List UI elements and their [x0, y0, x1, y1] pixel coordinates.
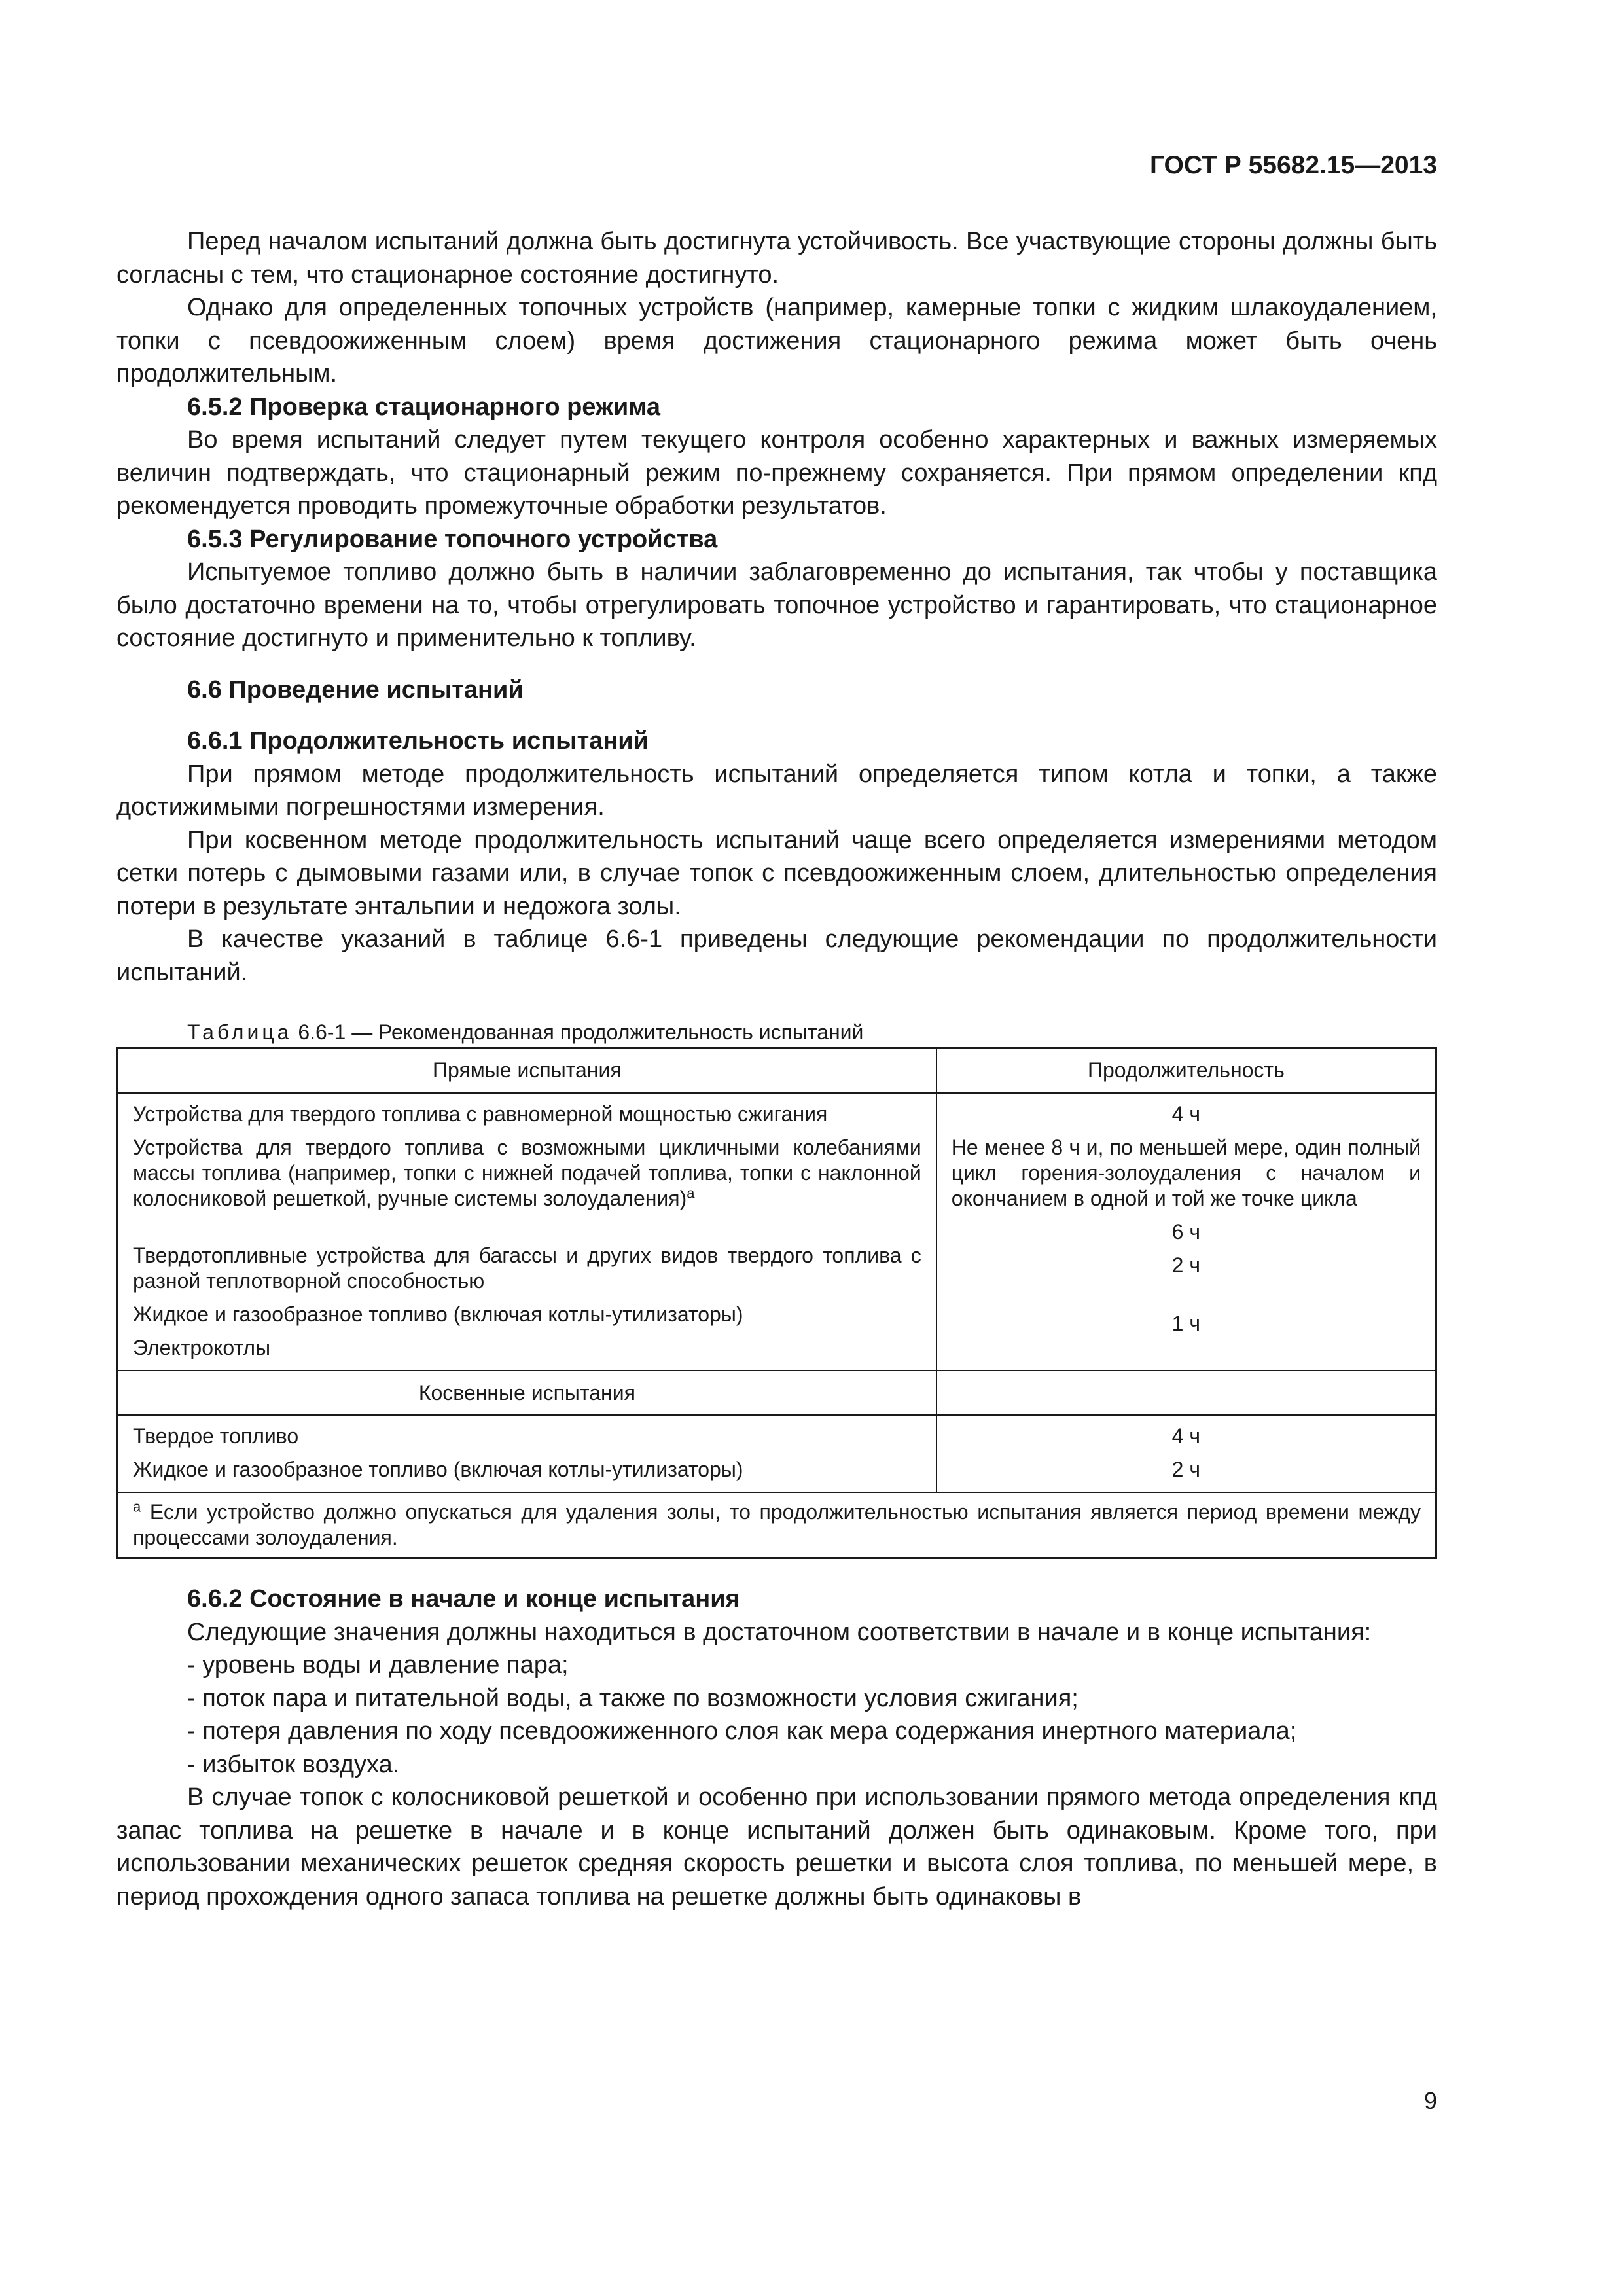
column-header-duration: Продолжительность: [936, 1048, 1436, 1093]
duration-value: 4 ч: [1171, 1102, 1201, 1126]
table-footnote-row: [118, 1492, 1436, 1558]
paragraph-6-6-1-direct: При прямом методе продолжительность испытаний определяется типом котла и топки, а также достижимыми погрешностями измерения.: [116, 760, 1437, 821]
table-subheader-row: [118, 1371, 1436, 1415]
section-heading-6-6: 6.6 Проведение испытаний: [187, 675, 524, 704]
paragraph-furnace-note: Однако для определенных топочных устройств (например, камерные топки с жидким шлакоудалением, топки с псевдоожиженным слоем) время достижения стационарного режима может быть очень продолжительным.: [116, 294, 1437, 387]
indirect-durations-cell: [936, 1415, 1436, 1492]
table-row-label: Твердотопливные устройства для багассы и других видов твердого топлива с разной теплотворной способностью: [133, 1244, 921, 1293]
list-item: - уровень воды и давление пара;: [187, 1651, 569, 1679]
document-body: [116, 225, 1437, 1913]
column-header-indirect: Косвенные испытания: [118, 1371, 936, 1415]
table-row-indirect: [118, 1415, 1436, 1492]
table-caption-label: Таблица: [187, 1020, 293, 1044]
column-header-direct: Прямые испытания: [118, 1048, 936, 1093]
duration-value: 2 ч: [1171, 1253, 1201, 1277]
footnote-mark: a: [133, 1498, 141, 1515]
standard-header: ГОСТ Р 55682.15—2013: [1149, 151, 1437, 179]
paragraph-6-6-1-indirect: При косвенном методе продолжительность испытаний чаще всего определяется измерениями методом сетки потерь с дымовыми газами или, в случае топок с псевдоожиженным слоем, длительностью определения потери в результате энтальпии и недожога золы.: [116, 826, 1437, 920]
list-item: - избыток воздуха.: [187, 1750, 400, 1778]
paragraph-6-6-2-grate: В случае топок с колосниковой решеткой и особенно при использовании прямого метода определения кпд запас топлива на решетке в начале и в конце испытаний должен быть одинаковым. Кроме того, при использовании механических решеток средняя скорость решетки и высота слоя топлива, по меньшей мере, в период прохождения одного запаса топлива на решетке должны быть одинаковы в: [116, 1784, 1437, 1910]
table-row-label: [133, 1135, 921, 1211]
duration-value: Не менее 8 ч и, по меньшей мере, один полный цикл горения-золоудаления с началом и окончанием в одной и той же точке цикла: [951, 1136, 1421, 1210]
list-item: - поток пара и питательной воды, а также по возможности условия сжигания;: [187, 1684, 1079, 1712]
duration-table: [116, 1047, 1437, 1559]
duration-value: 1 ч: [1171, 1312, 1201, 1335]
duration-value: 4 ч: [1171, 1424, 1201, 1448]
paragraph-6-5-3: Испытуемое топливо должно быть в наличии заблаговременно до испытания, так чтобы у поставщика было достаточно времени на то, чтобы отрегулировать топочное устройство и гарантировать, что стационарное состояние достигнуто и применительно к топливу.: [116, 558, 1437, 652]
table-row-label: Жидкое и газообразное топливо (включая котлы-утилизаторы): [133, 1302, 743, 1326]
list-item: - потеря давления по ходу псевдоожиженного слоя как мера содержания инертного материала;: [187, 1717, 1297, 1745]
paragraph-6-5-2: Во время испытаний следует путем текущего контроля особенно характерных и важных измеряемых величин подтверждать, что стационарный режим по-прежнему сохраняется. При прямом определении кпд рекомендуется проводить промежуточные обработки результатов.: [116, 426, 1437, 520]
table-row-label: Электрокотлы: [133, 1336, 271, 1359]
section-heading-6-6-1: 6.6.1 Продолжительность испытаний: [187, 727, 649, 755]
indirect-labels-cell: [118, 1415, 936, 1492]
row-label-text: Устройства для твердого топлива с возможными цикличными колебаниями массы топлива (например, топки с нижней подачей топлива, топки с наклонной колосниковой решеткой, ручные системы золоудаления): [133, 1136, 921, 1210]
conditions-list: [116, 1649, 1437, 1781]
table-footnote: [118, 1492, 1436, 1558]
section-heading-6-6-2: 6.6.2 Состояние в начале и конце испытания: [187, 1585, 740, 1613]
table-caption: [116, 1018, 1437, 1047]
table-row-label: Твердое топливо: [133, 1424, 299, 1448]
table-row-label: Устройства для твердого топлива с равномерной мощностью сжигания: [133, 1102, 828, 1126]
duration-value: 6 ч: [1171, 1220, 1201, 1244]
page-number: 9: [1423, 2087, 1437, 2114]
paragraph-stability: Перед началом испытаний должна быть достигнута устойчивость. Все участвующие стороны должны быть согласны с тем, что стационарное состояние достигнуто.: [116, 228, 1437, 289]
section-heading-6-5-3: 6.5.3 Регулирование топочного устройства: [187, 525, 718, 553]
table-caption-text: 6.6-1 — Рекомендованная продолжительность испытаний: [298, 1020, 864, 1044]
paragraph-6-6-1-table-ref: В качестве указаний в таблице 6.6-1 приведены следующие рекомендации по продолжительности испытаний.: [116, 925, 1437, 986]
duration-value: 2 ч: [1171, 1458, 1201, 1481]
paragraph-6-6-2-intro: Следующие значения должны находиться в достаточном соответствии в начале и в конце испытания:: [187, 1618, 1372, 1646]
direct-labels-cell: [118, 1093, 936, 1371]
table-row-direct: [118, 1093, 1436, 1371]
footnote-text: Если устройство должно опускаться для удаления золы, то продолжительностью испытания является период времени между процессами золоудаления.: [133, 1500, 1421, 1549]
section-heading-6-5-2: 6.5.2 Проверка стационарного режима: [187, 393, 660, 421]
footnote-reference: a: [687, 1185, 695, 1202]
direct-durations-cell: [936, 1093, 1436, 1371]
table-header-row: [118, 1048, 1436, 1093]
table-row-label: Жидкое и газообразное топливо (включая котлы-утилизаторы): [133, 1458, 743, 1481]
